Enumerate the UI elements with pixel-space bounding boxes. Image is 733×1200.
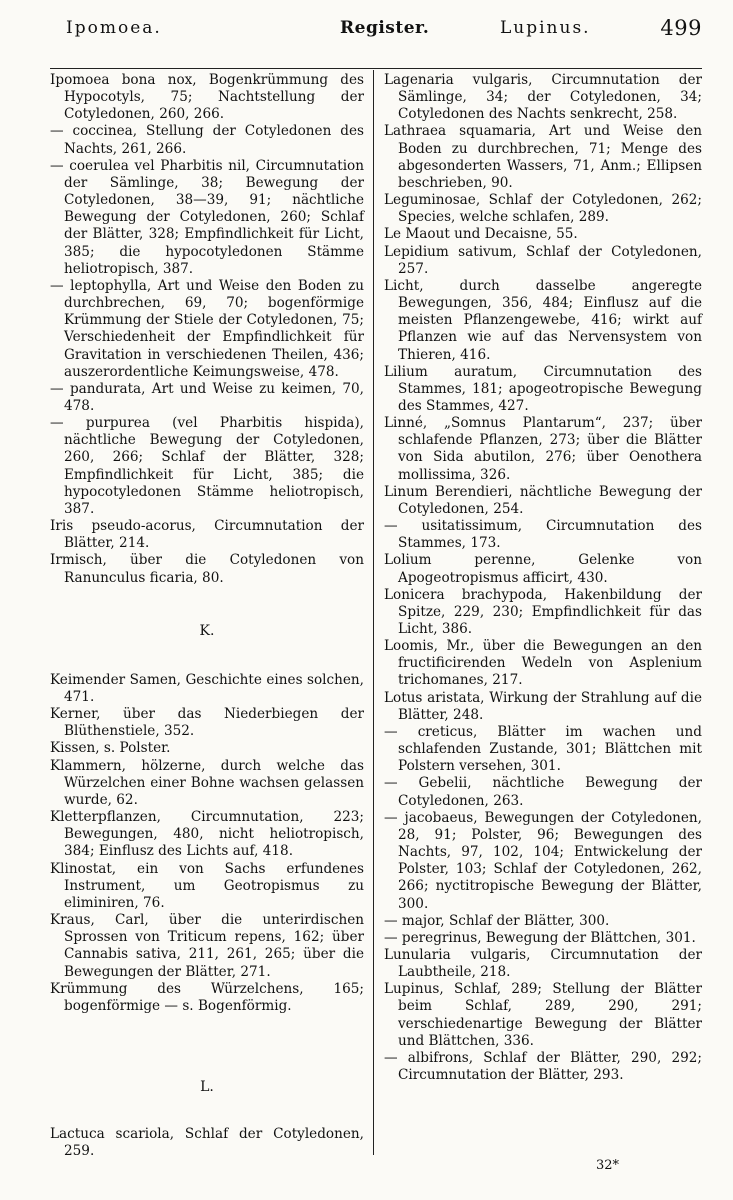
index-entry: Lepidium sativum, Schlaf der Cotyledonen, 257. xyxy=(384,243,702,277)
index-entry: Lonicera brachypoda, Hakenbildung der Spitze, 229, 230; Empfindlichkeit für das Licht, 386. xyxy=(384,586,702,637)
index-entries-i xyxy=(50,72,364,587)
index-entry: — leptophylla, Art und Weise den Boden zu durchbrechen, 69, 70; bogenförmige Krümmung der Stiele der Cotyledonen, 75; Verschiedenheit der Empfindlichkeit für Gravitation in verschiedenen Theilen, 436; auszerordentliche Keimungsweise, 478. xyxy=(50,277,364,380)
index-entry: Ipomoea bona nox, Bogenkrümmung des Hypocotyls, 75; Nachtstellung der Cotyledonen, 260, 266. xyxy=(50,72,364,123)
header-right-term: Lupinus. xyxy=(500,18,591,38)
index-entries-k xyxy=(50,672,364,1015)
signature-mark: 32* xyxy=(596,1158,620,1173)
index-entry: Lactuca scariola, Schlaf der Cotyledonen, 259. xyxy=(50,1126,364,1160)
index-entry: Le Maout und Decaisne, 55. xyxy=(384,226,578,243)
index-entry: Lathraea squamaria, Art und Weise den Boden zu durchbrechen, 71; Menge des abgesonderten Wassers, 71, Anm.; Ellipsen beschrieben, 90. xyxy=(384,123,702,191)
index-entry: Lunularia vulgaris, Circumnutation der Laubtheile, 218. xyxy=(384,946,702,981)
index-entry: — albifrons, Schlaf der Blätter, 290, 292; Circumnutation der Blätter, 293. xyxy=(384,1049,702,1084)
right-column xyxy=(384,72,702,1084)
section-heading-k: K. xyxy=(199,622,215,639)
index-entry: Kerner, über das Niederbiegen der Blüthenstiele, 352. xyxy=(50,706,364,740)
index-entries-l xyxy=(50,1126,364,1160)
index-entry: Lilium auratum, Circumnutation des Stammes, 181; apogeotropische Bewegung des Stammes, 427. xyxy=(384,363,702,414)
index-entry: — pandurata, Art und Weise zu keimen, 70, 478. xyxy=(50,380,364,414)
section-heading-l: L. xyxy=(200,1078,214,1095)
index-entry: Krümmung des Würzelchens, 165; bogenförmige — s. Bogenförmig. xyxy=(50,980,364,1014)
index-entry: Iris pseudo-acorus, Circumnutation der Blätter, 214. xyxy=(50,518,364,552)
index-entry: Klinostat, ein von Sachs erfundenes Instrument, um Geotropismus zu eliminiren, 76. xyxy=(50,860,364,911)
index-entry: Linum Berendieri, nächtliche Bewegung der Cotyledonen, 254. xyxy=(384,483,702,517)
running-header xyxy=(48,18,702,48)
index-entry: Leguminosae, Schlaf der Cotyledonen, 262; Species, welche schlafen, 289. xyxy=(384,192,702,226)
index-entry: Kraus, Carl, über die unterirdischen Sprossen von Triticum repens, 162; über Cannabis sativa, 211, 261, 265; über die Bewegungen der Blätter, 271. xyxy=(50,912,364,980)
header-title: Register. xyxy=(340,18,430,38)
index-entry: Irmisch, über die Cotyledonen von Ranunculus ficaria, 80. xyxy=(50,552,364,586)
index-entry: Loomis, Mr., über die Bewegungen an den fructificirenden Wedeln von Asplenium trichomanes, 217. xyxy=(384,638,702,689)
index-entry: Kissen, s. Polster. xyxy=(50,740,171,757)
header-rule xyxy=(50,68,702,69)
index-entry: — creticus, Blätter im wachen und schlafenden Zustande, 301; Blättchen mit Polstern versehen, 301. xyxy=(384,723,702,775)
index-entry: Linné, „Somnus Plantarum“, 237; über schlafende Pflanzen, 273; über die Blätter von Sida abutilon, 276; über Oenothera mollissima, 326. xyxy=(384,415,702,483)
index-entry: — jacobaeus, Bewegungen der Cotyledonen, 28, 91; Polster, 96; Bewegungen des Nachts, 97, 102, 104; Entwickelung der Polster, 103; Schlaf der Cotyledonen, 262, 266; nyctitropische Bewegung der Blätter, 300. xyxy=(384,809,702,912)
page-number: 499 xyxy=(660,16,702,40)
header-left-term: Ipomoea. xyxy=(66,18,162,38)
index-entry: Lotus aristata, Wirkung der Strahlung auf die Blätter, 248. xyxy=(384,689,702,723)
index-entry: — major, Schlaf der Blätter, 300. xyxy=(384,912,610,929)
column-divider xyxy=(373,70,374,1155)
index-entry: Lagenaria vulgaris, Circumnutation der Sämlinge, 34; der Cotyledonen, 34; Cotyledonen des Nachts senkrecht, 258. xyxy=(384,72,702,123)
index-entry: — usitatissimum, Circumnutation des Stammes, 173. xyxy=(384,518,702,552)
index-entry: — peregrinus, Bewegung der Blättchen, 301. xyxy=(384,929,696,946)
index-entry: Lupinus, Schlaf, 289; Stellung der Blätter beim Schlaf, 289, 290, 291; verschiedenartige Bewegung der Blätter und Blättchen, 336. xyxy=(384,981,702,1049)
index-entry: Kletterpflanzen, Circumnutation, 223; Bewegungen, 480, nicht heliotropisch, 384; Einflusz des Lichts auf, 418. xyxy=(50,809,364,860)
index-entry: Licht, durch dasselbe angeregte Bewegungen, 356, 484; Einflusz auf die meisten Pflanzengewebe, 416; wirkt auf Pflanzen wie auf das Nervensystem von Thieren, 416. xyxy=(384,277,702,363)
index-entry: — Gebelii, nächtliche Bewegung der Cotyledonen, 263. xyxy=(384,775,702,809)
index-entry: Lolium perenne, Gelenke von Apogeotropismus afficirt, 430. xyxy=(384,552,702,586)
left-column xyxy=(50,72,364,1160)
index-entry: Keimender Samen, Geschichte eines solchen, 471. xyxy=(50,671,364,705)
index-entry: — coccinea, Stellung der Cotyledonen des Nachts, 261, 266. xyxy=(50,123,364,157)
index-entry: — purpurea (vel Pharbitis hispida), nächtliche Bewegung der Cotyledonen, 260, 266; Schlaf der Blätter, 328; Empfindlichkeit für Licht, 385; die hypocotyledonen Stämme heliotropisch, 387. xyxy=(50,415,364,517)
index-entry: Klammern, hölzerne, durch welche das Würzelchen einer Bohne wachsen gelassen wurde, 62. xyxy=(50,757,364,808)
index-entry: — coerulea vel Pharbitis nil, Circumnutation der Sämlinge, 38; Bewegung der Cotyledonen, 38—39, 91; nächtliche Bewegung der Cotyledonen, 260; Schlaf der Blätter, 328; Empfindlichkeit für Licht, 385; die hypocotyledonen Stämme heliotropisch, 387. xyxy=(50,157,364,277)
